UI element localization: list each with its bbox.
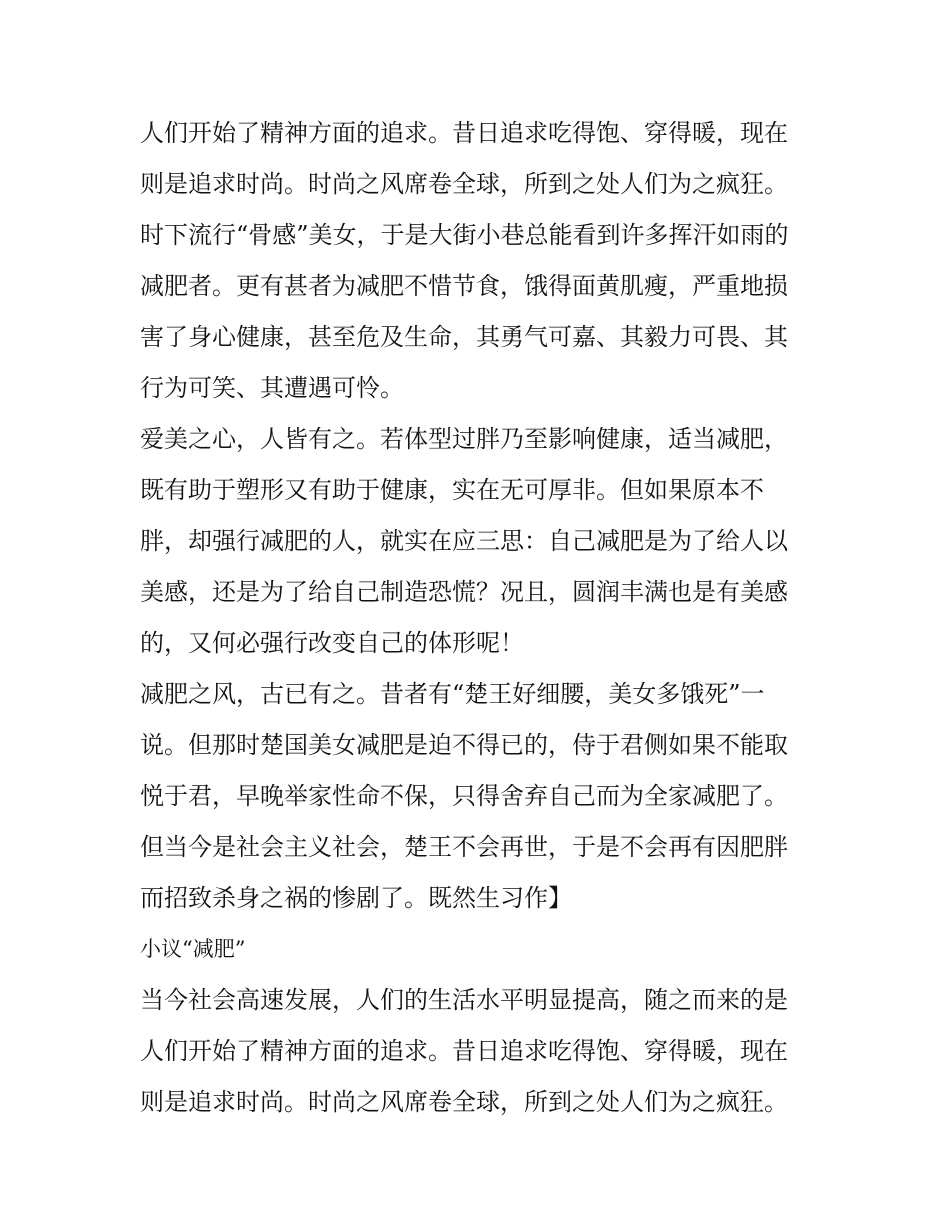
text-line: 人们开始了精神方面的追求。昔日追求吃得饱、穿得暖，现在 — [140, 119, 788, 147]
document-body — [140, 108, 815, 1128]
text-line: 时下流行“骨感”美女，于是大街小巷总能看到许多挥汗如雨的 — [140, 221, 789, 249]
text-line: 爱美之心，人皆有之。若体型过胖乃至影响健康，适当减肥， — [140, 425, 788, 453]
text-line: 害了身心健康，甚至危及生命，其勇气可嘉、其毅力可畏、其 — [140, 323, 788, 351]
text-line: 但当今是社会主义社会，楚王不会再世，于是不会再有因肥胖 — [140, 833, 788, 861]
text-line: 而招致杀身之祸的惨剧了。既然生习作】 — [140, 884, 572, 912]
section-heading: 小议“减肥” — [140, 937, 246, 961]
text-line: 当今社会高速发展，人们的生活水平明显提高，随之而来的是 — [140, 986, 788, 1014]
text-line: 悦于君，早晚举家性命不保，只得舍弃自己而为全家减肥了。 — [140, 782, 788, 810]
text-line: 减肥者。更有甚者为减肥不惜节食，饿得面黄肌瘦，严重地损 — [140, 272, 788, 300]
text-line: 的，又何必强行改变自己的体形呢！ — [140, 629, 524, 657]
text-line: 说。但那时楚国美女减肥是迫不得已的，侍于君侧如果不能取 — [140, 731, 788, 759]
text-line: 则是追求时尚。时尚之风席卷全球，所到之处人们为之疯狂。 — [140, 1088, 788, 1116]
text-line: 则是追求时尚。时尚之风席卷全球，所到之处人们为之疯狂。 — [140, 170, 788, 198]
text-line: 美感，还是为了给自己制造恐慌？况且，圆润丰满也是有美感 — [140, 578, 788, 606]
text-line: 既有助于塑形又有助于健康，实在无可厚非。但如果原本不 — [140, 476, 764, 504]
text-line: 减肥之风，古已有之。昔者有“楚王好细腰，美女多饿死”一 — [140, 680, 765, 708]
text-line: 行为可笑、其遭遇可怜。 — [140, 374, 404, 402]
text-line: 胖，却强行减肥的人，就实在应三思：自己减肥是为了给人以 — [140, 527, 788, 555]
text-line: 人们开始了精神方面的追求。昔日追求吃得饱、穿得暖，现在 — [140, 1037, 788, 1065]
